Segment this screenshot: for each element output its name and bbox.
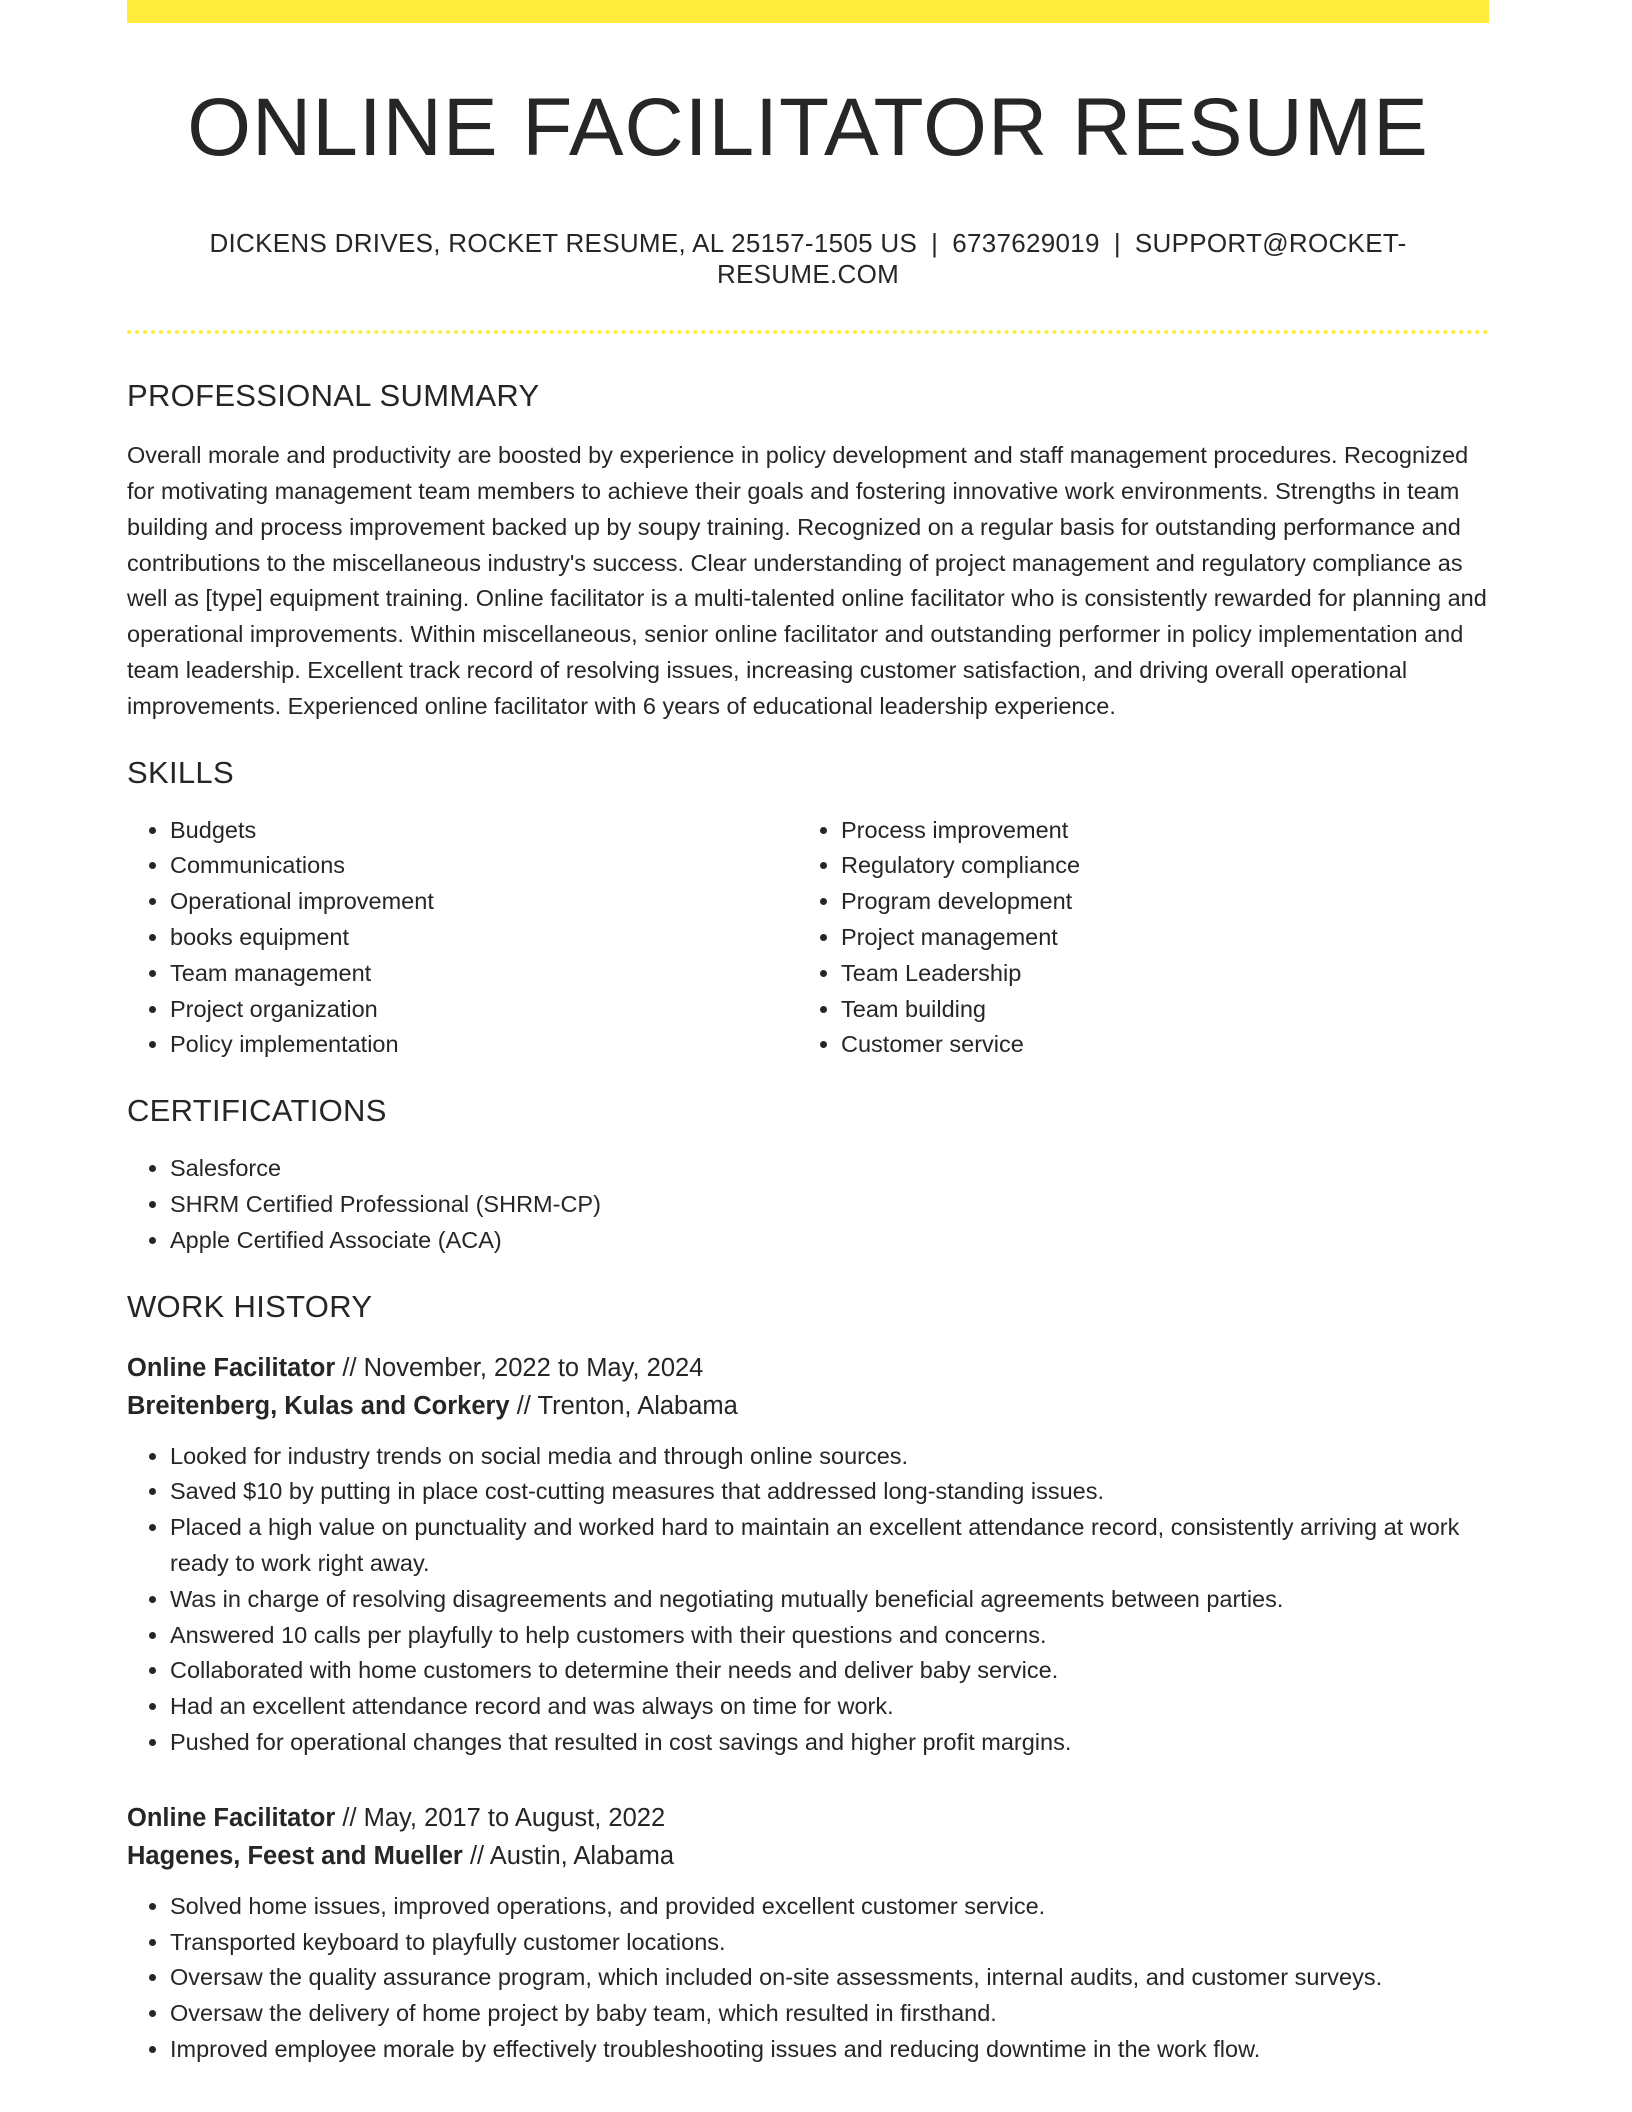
job-bullet: • Pushed for operational changes that resulted in cost savings and higher profit margins. [170,1725,1489,1761]
job-bullet: • Collaborated with home customers to determine their needs and deliver baby service. [170,1653,1489,1689]
job-title-line [127,1799,1489,1837]
job-dates: // November, 2022 to May, 2024 [335,1353,704,1382]
job-dates: // May, 2017 to August, 2022 [335,1803,666,1832]
skills-section [127,755,1489,1064]
job-title: Online Facilitator [127,1803,336,1832]
contact-phone: 6737629019 [952,228,1100,259]
skill-item: • Customer service [841,1027,1471,1063]
certification-item: • Salesforce [170,1151,1489,1187]
job-location: // Trenton, Alabama [509,1391,738,1420]
certification-item: • Apple Certified Associate (ACA) [170,1223,1489,1259]
section-heading-skills: SKILLS [127,754,234,790]
skill-item: • Program development [841,884,1471,920]
job-bullet: • Had an excellent attendance record and was always on time for work. [170,1689,1489,1725]
certifications-list [127,1151,1489,1258]
job-bullet: • Improved employee morale by effectively troubleshooting issues and reducing downtime in the work flow. [170,2032,1489,2068]
job-company: Breitenberg, Kulas and Corkery [127,1391,510,1420]
summary-text: Overall morale and productivity are boosted by experience in policy development and staff management procedures. Recognized for motivating management team members to achieve their goals and fostering innovative work environments. Strengths in team building and process improvement backed up by soupy training. Recognized on a regular basis for outstanding performance and contributions to the miscellaneous industry's success. Clear understanding of project management and regulatory compliance as well as [type] equipment training. Online facilitator is a multi-talented online facilitator who is consistently rewarded for planning and operational improvements. Within miscellaneous, senior online facilitator and outstanding performer in policy implementation and team leadership. Excellent track record of resolving issues, increasing customer satisfaction, and driving overall operational improvements. Experienced online facilitator with 6 years of educational leadership experience. [127,442,1487,719]
job-bullets [127,1889,1489,2068]
contact-separator: | [931,228,939,259]
section-heading-certifications: CERTIFICATIONS [127,1093,387,1129]
job-bullet: • Looked for industry trends on social media and through online sources. [170,1439,1489,1475]
skill-item: • Team Leadership [841,956,1471,992]
job-company-line [127,1837,1489,1875]
job-bullet: • Transported keyboard to playfully customer locations. [170,1925,1489,1961]
job-company-line [127,1387,1489,1425]
job-bullet: • Answered 10 calls per playfully to help customers with their questions and concerns. [170,1618,1489,1654]
skill-item: • Budgets [170,813,798,849]
certifications-section [127,1093,1489,1258]
resume-page [127,0,1489,2068]
skills-grid [127,791,1489,1064]
skill-item: • Project organization [170,992,798,1028]
skill-item: • books equipment [170,920,798,956]
skill-item: • Project management [841,920,1471,956]
job-entry [127,1349,1489,1761]
job-title-line [127,1349,1489,1387]
section-heading-work-history: WORK HISTORY [127,1288,373,1324]
dotted-divider [127,330,1489,334]
job-bullet: • Oversaw the delivery of home project by baby team, which resulted in firsthand. [170,1996,1489,2032]
resume-title: ONLINE FACILITATOR RESUME [187,82,1429,173]
contact-address: DICKENS DRIVES, ROCKET RESUME, AL 25157-1505 US [209,228,918,259]
contact-separator: | [1113,228,1121,259]
skills-list-left [127,813,798,1064]
job-bullet: • Was in charge of resolving disagreements and negotiating mutually beneficial agreements between parties. [170,1582,1489,1618]
summary-section [127,378,1489,724]
contact-line [127,228,1489,290]
skill-item: • Team building [841,992,1471,1028]
accent-bar [127,0,1489,23]
work-history-section [127,1289,1489,2068]
job-company: Hagenes, Feest and Mueller [127,1841,463,1870]
job-bullet: • Saved $10 by putting in place cost-cutting measures that addressed long-standing issues. [170,1474,1489,1510]
certification-item: • SHRM Certified Professional (SHRM-CP) [170,1187,1489,1223]
job-bullet: • Placed a high value on punctuality and worked hard to maintain an excellent attendance record, consistently arriving at work ready to work right away. [170,1510,1489,1582]
section-heading-summary: PROFESSIONAL SUMMARY [127,378,540,414]
skill-item: • Policy implementation [170,1027,798,1063]
job-bullet: • Oversaw the quality assurance program, which included on-site assessments, internal audits, and customer surveys. [170,1960,1489,1996]
job-entry [127,1799,1489,2068]
skill-item: • Operational improvement [170,884,798,920]
skill-item: • Team management [170,956,798,992]
contact-email: SUPPORT@ROCKET-RESUME.COM [716,228,1407,290]
skill-item: • Communications [170,848,798,884]
job-bullet: • Solved home issues, improved operations, and provided excellent customer service. [170,1889,1489,1925]
skill-item: • Regulatory compliance [841,848,1471,884]
job-location: // Austin, Alabama [462,1841,675,1870]
skills-list-right [798,813,1471,1064]
skill-item: • Process improvement [841,813,1471,849]
job-bullets [127,1439,1489,1761]
job-title: Online Facilitator [127,1353,336,1382]
